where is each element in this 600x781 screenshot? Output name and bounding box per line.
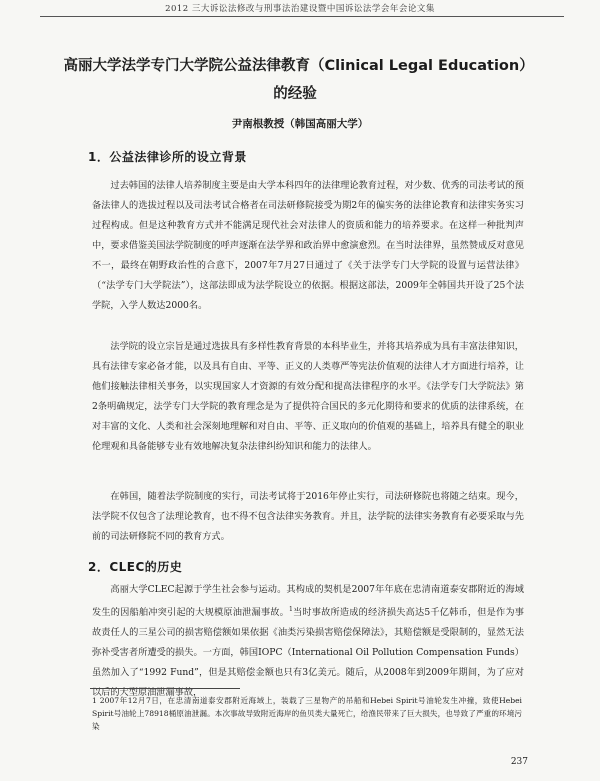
section-heading-1: 1．公益法律诊所的设立背景 — [88, 150, 247, 164]
section-heading-2: 2．CLEC的历史 — [88, 560, 183, 574]
footnote: 1 2007年12月7日，在忠清南道泰安郡附近海域上，装载了三星物产的吊船和Hebei Spirit号油轮发生冲撞，致使Hebei Spirit号油轮上78918桶原油泄漏。本次事故导致附近海岸的鱼贝类大量死亡，给渔民带来了巨大损失，也导致了严重的环境污染 — [92, 696, 522, 731]
section1-paragraph-3: 在韩国，随着法学院制度的实行，司法考试将于2016年停止实行，司法研修院也将随之结束。现今，法学院不仅包含了法理论教育，也不得不包含法律实务教育。并且，法学院的法律实务教育有必要采取与先前的司法研修院不同的教育方式。 — [92, 491, 524, 542]
section2-paragraph-1 — [92, 580, 524, 703]
article-title: 高丽大学法学专门大学院公益法律教育（Clinical Legal Education）的经验 — [63, 58, 527, 102]
section1-paragraph-1: 过去韩国的法律人培养制度主要是由大学本科四年的法律理论教育过程，对少数、优秀的司法考试的预备法律人的选拔过程以及司法考试合格者在司法研修院接受为期2年的偏实务的法律论教育和法律实务实习过程构成。但是这种教育方式并不能满足现代社会对法律人的资质和能力的培养要求。在这样一种批判声中，要求借鉴美国法学院制度的呼声逐渐在法学界和政治界中愈演愈烈。在当时法律界，虽然赞成反对意见不一，最终在朝野政治性的合意下，2007年7月27日通过了《关于法学专门大学院的设置与运营法律》（“法学专门大学院法”），这部法即成为法学院设立的依据。根据这部法，2009年全韩国共开设了25个法学院，入学人数达2000名。 — [92, 180, 524, 311]
page-number: 237 — [510, 757, 528, 767]
running-header: 2012 三大诉讼法修改与刑事法治建设暨中国诉讼法学会年会论文集 — [165, 4, 435, 14]
footnote-marker[interactable]: 1 — [289, 606, 293, 613]
footnote-rule — [90, 688, 240, 689]
section1-paragraph-2: 法学院的设立宗旨是通过选拔具有多样性教育背景的本科毕业生，并将其培养成为具有丰富法律知识，具有法律专家必备才能，以及具有自由、平等、正义的人类尊严等宪法价值观的法律人才方面进行培养，让他们接触法律相关事务，以实现国家人才资源的有效分配和提高法律程序的水平。《法学专门大学院法》第2条明确规定，法学专门大学院的教育理念是为了提供符合国民的多元化期待和要求的优质的法律系统，在对丰富的文化、人类和社会深刻地理解和对自由、平等、正义取向的价值观的基础上，培养具有健全的职业伦理观和具备能够专业有效地解决复杂法律纠纷知识和能力的法律人。 — [92, 341, 524, 452]
header-rule — [40, 16, 564, 17]
section2-paragraph-1-cont: 当时事故所造成的经济损失高达5千亿韩币，但是作为事故责任人的三星公司的损害赔偿额如果依据《油类污染损害赔偿保障法》，其赔偿额是受限制的，显然无法弥补受害者所遭受的损失。一方面，韩国IOPC（International Oil Pollution Compensation Funds）虽然加入了“1992 Fund”，但是其赔偿金额也只有3亿美元。随后，从2008年到2009年期间，为了应对以后的大型原油泄漏事故， — [92, 607, 524, 699]
section2-paragraph-1-text: 高丽大学CLEC起源于学生社会参与运动。其构成的契机是2007年年底在忠清南道泰安郡附近的海域发生的因船舶冲突引起的大规模原油泄漏事故。 — [92, 584, 524, 619]
article-author: 尹南根教授（韩国高丽大学） — [231, 118, 369, 130]
